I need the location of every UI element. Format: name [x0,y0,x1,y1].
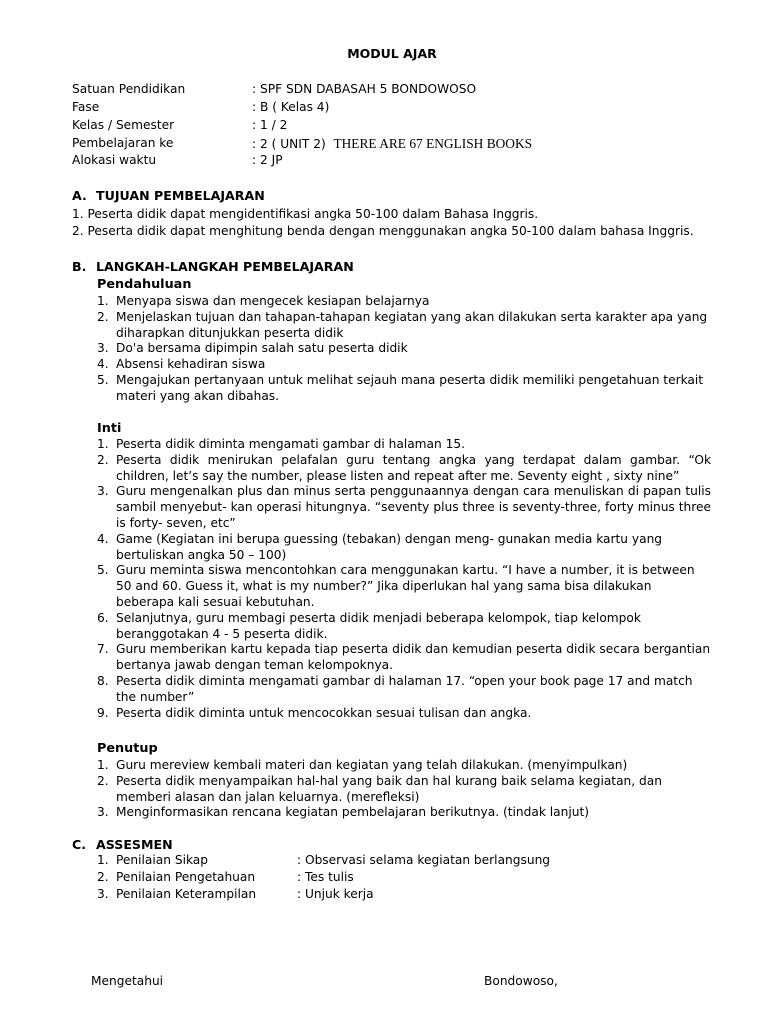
list-item: 4. Game (Kegiatan ini berupa guessing (tebakan) dengan meng- gunakan media kartu yang bertuliskan angka 50 – 100) [97,531,663,562]
meta-label: Alokasi waktu [72,153,157,167]
list-item: 3. Menginformasikan rencana kegiatan pembelajaran berikutnya. (tindak lanjut) [97,805,589,820]
inti-list [97,437,711,721]
document-page: MODUL AJAR Satuan Pendidikan : SPF SDN DABASAH 5 BONDOWOSO Fase : B ( Kelas 4) Kelas / Semester : 1 / 2 Pembelajaran ke : 2 ( UNIT 2) THERE ARE 67 ENGLISH BOOKS Alokasi waktu : 2 JP A. TUJUAN PEMBELAJARAN 1. Peserta didik dapat mengidentifikasi angka 50-100 dalam Bahasa Inggris. 2. Peserta didik dapat menghitung benda dengan menggunakan angka 50-100 dalam bahasa Inggris. B. LANGKAH-LANGKAH PEMBELAJARAN Pendahuluan 1. Menyapa siswa dan mengecek kesiapan belajarnya 2. Menjelaskan tujuan dan tahapan-tahapan kegiatan yang akan dilakukan serta karakter apa yang diharapkan ditunjukkan peserta didik 3. Do'a bersama dipimpin salah satu peserta didik 4. Absensi kehadiran siswa 5. Mengajukan pertanyaan untuk melihat sejauh mana peserta didik memiliki pengetahuan terkait materi yang akan dibahas. Inti 1. Peserta didik diminta mengamati gambar di halaman 15. 2. Peserta didik menirukan pelafalan guru tentang angka yang terdapat dalam gambar. “Ok children, let’s say the number, please listen and repeat after me. Seventy eight , sixty nine” 3. Guru mengenalkan plus dan minus serta penggunaannya dengan cara menuliskan di papan tulis sambil menyebut- kan operasi hitungnya. “seventy plus three is seventy-three, forty minus three is forty- seven, etc” 4. Game (Kegiatan ini berupa guessing (tebakan) dengan meng- gunakan media kartu yang bertuliskan angka 50 – 100) 5. Guru meminta siswa mencontohkan cara menggunakan kartu. “I have a number, it is between 50 and 60. Guess it, what is my number?” Jika diperlukan hal yang sama bisa dilakukan beberapa kali sesuai kebutuhan. 6. Selanjutnya, guru membagi peserta didik menjadi beberapa kelompok, tiap kelompok beranggotakan 4 - 5 peserta didik. 7. Guru memberikan kartu kepada tiap peserta didik dan kemudian peserta didik secara bergantian bertanya jawab dengan teman kelompoknya. 8. Peserta didik diminta mengamati gambar di halaman 17. “open your book page 17 and match the number” 9. Peserta didik diminta untuk mencocokkan sesuai tulisan dan angka. Penutup 1. Guru mereview kembali materi dan kegiatan yang telah dilakukan. (menyimpulkan) 2. Peserta didik menyampaikan hal-hal yang baik dan hal kurang baik selama kegiatan, dan memberi alasan dan jalan keluarnya. (merefleksi) 3. Menginformasikan rencana kegiatan pembelajaran berikutnya. (tindak lanjut) C. ASSESMEN 1. Penilaian Sikap : Observasi selama kegiatan berlangsung 2. Penilaian Pengetahuan : Tes tulis 3. Penilaian Keterampilan : Unjuk kerja Mengetahui Bondowoso, [0,0,768,1024]
section-letter: C. [72,837,87,852]
penutup-heading: Penutup [97,741,158,756]
meta-value-text: B ( Kelas 4) [259,100,330,114]
assesmen-label: Penilaian Pengetahuan [116,870,256,884]
assesmen-value: : Unjuk kerja [297,887,374,901]
list-item: 3. Do'a bersama dipimpin salah satu peserta didik [97,341,408,356]
list-item: 2. Menjelaskan tujuan dan tahapan-tahapan kegiatan yang akan dilakukan serta karakter apa yang diharapkan ditunjukkan peserta didik [97,309,708,340]
tujuan-list [72,207,712,242]
meta-value [252,153,283,169]
unit-title: THERE ARE 67 ENGLISH BOOKS [333,136,533,151]
meta-label: Satuan Pendidikan [72,82,186,96]
meta-value-text: 2 JP [259,153,283,167]
pendahuluan-heading: Pendahuluan [97,277,192,292]
signature-left: Mengetahui [91,974,164,988]
inti-heading: Inti [97,421,122,436]
list-item: 5. Guru meminta siswa mencontohkan cara menggunakan kartu. “I have a number, it is between 50 and 60. Guess it, what is my number?” Jika diperlukan hal yang sama bisa dilakukan beberapa kali sesuai kebutuhan. [97,563,695,609]
section-title: TUJUAN PEMBELAJARAN [96,188,265,203]
tujuan-item: 1. Peserta didik dapat mengidentifikasi angka 50-100 dalam Bahasa Inggris. [72,207,539,221]
meta-separator: : [252,153,260,167]
list-item: 8. Peserta didik diminta mengamati gambar di halaman 17. “open your book page 17 and match the number” [97,673,693,704]
list-item: 7. Guru memberikan kartu kepada tiap peserta didik dan kemudian peserta didik secara bergantian bertanya jawab dengan teman kelompoknya. [97,642,711,673]
section-letter: B. [72,259,87,274]
tujuan-item: 2. Peserta didik dapat menghitung benda dengan menggunakan angka 50-100 dalam bahasa Inggris. [72,224,694,239]
document-title: MODUL AJAR [347,46,437,61]
list-item: 1. Guru mereview kembali materi dan kegiatan yang telah dilakukan. (menyimpulkan) [97,758,628,772]
meta-label: Pembelajaran ke [72,136,174,150]
assesmen-label: Penilaian Keterampilan [116,887,257,901]
meta-separator: : [252,82,260,96]
assesmen-label: Penilaian Sikap [116,853,209,867]
meta-value [252,136,532,153]
meta-label: Fase [72,100,100,114]
list-item: 9. Peserta didik diminta untuk mencocokkan sesuai tulisan dan angka. [97,705,532,720]
section-letter: A. [72,188,87,203]
list-item: 2. Peserta didik menirukan pelafalan guru tentang angka yang terdapat dalam gambar. “Ok children, let’s say the number, please listen and repeat after me. Seventy eight , sixty nine” [97,452,711,483]
meta-value-text: SPF SDN DABASAH 5 BONDOWOSO [259,82,477,96]
section-a-heading [72,188,265,204]
list-item: 2. Peserta didik menyampaikan hal-hal yang baik dan hal kurang baik selama kegiatan, dan memberi alasan dan jalan keluarnya. (merefleksi) [97,773,662,804]
signature-right: Bondowoso, [484,974,558,988]
meta-value-text: 1 / 2 [259,118,288,132]
meta-value [252,100,329,116]
list-item: 5. Mengajukan pertanyaan untuk melihat sejauh mana peserta didik memiliki pengetahuan terkait materi yang akan dibahas. [97,372,704,403]
meta-label: Kelas / Semester [72,118,175,132]
assesmen-value: : Tes tulis [297,870,354,884]
section-c-heading [72,837,173,853]
meta-separator: : [252,100,260,114]
list-item: 3. Guru mengenalkan plus dan minus serta penggunaannya dengan cara menuliskan di papan tulis sambil menyebut- kan operasi hitungnya. “seventy plus three is seventy-three, forty minus three is forty- seven, etc” [97,484,711,530]
meta-value [252,82,476,98]
list-item: 4. Absensi kehadiran siswa [97,357,266,372]
section-title: LANGKAH-LANGKAH PEMBELAJARAN [96,259,354,274]
assesmen-value: : Observasi selama kegiatan berlangsung [297,853,551,867]
meta-separator: : [252,137,260,151]
meta-value [252,118,287,134]
penutup-list [97,758,711,821]
meta-separator: : [252,118,260,132]
list-item: 6. Selanjutnya, guru membagi peserta didik menjadi beberapa kelompok, tiap kelompok beranggotakan 4 - 5 peserta didik. [97,610,641,641]
list-item: 1. Menyapa siswa dan mengecek kesiapan belajarnya [97,294,430,308]
list-item: 1. Peserta didik diminta mengamati gambar di halaman 15. [97,437,466,451]
meta-value-text: 2 ( UNIT 2) [259,137,326,151]
section-b-heading [72,259,354,275]
pendahuluan-list [97,294,711,405]
section-title: ASSESMEN [96,837,173,852]
